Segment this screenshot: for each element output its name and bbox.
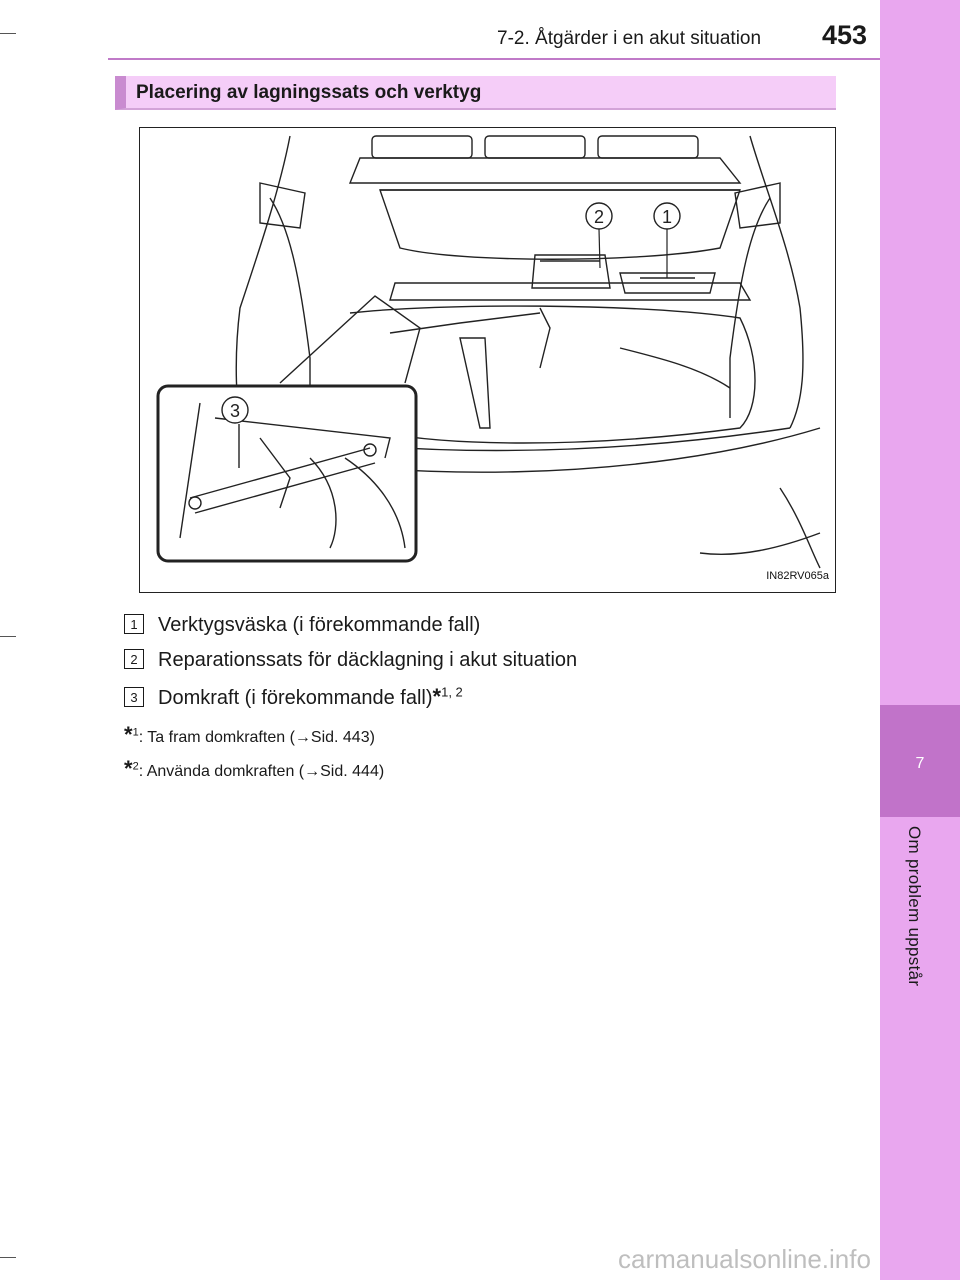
page-reference: Sid. 443) xyxy=(310,729,375,746)
footnote-text: : Använda domkraften ( xyxy=(138,763,305,780)
side-tab-label: Om problem uppstår xyxy=(905,826,924,987)
watermark: carmanualsonline.info xyxy=(618,1244,871,1274)
chapter-title: 7-2. Åtgärder i en akut situation xyxy=(497,28,762,49)
side-tab-number: 7 xyxy=(915,755,925,772)
item-text: Verktygsväska (i förekommande fall) xyxy=(158,614,481,636)
trunk-drawing xyxy=(140,128,837,594)
footnote-number: 2 xyxy=(132,760,139,773)
footnote-text: : Ta fram domkraften ( xyxy=(138,729,295,746)
footnote-star: * xyxy=(124,722,133,747)
crop-mark xyxy=(0,636,16,637)
figure-code: IN82RV065a xyxy=(766,570,829,582)
crop-mark xyxy=(0,1257,16,1258)
callout-1-label: 1 xyxy=(661,207,673,227)
footnote-refs: 1, 2 xyxy=(441,684,463,700)
item-text: Domkraft (i förekommande fall) xyxy=(158,687,433,709)
item-number: 3 xyxy=(124,687,144,707)
item-number: 2 xyxy=(124,649,144,669)
header-rule xyxy=(108,58,880,60)
side-tab xyxy=(880,0,960,1280)
footnote-star: * xyxy=(432,684,442,709)
list-item xyxy=(124,614,480,637)
page-number: 453 xyxy=(822,20,868,50)
callout-2-label: 2 xyxy=(593,207,605,227)
section-title: Placering av lagningssats och verktyg xyxy=(136,82,482,103)
footnote xyxy=(124,722,375,748)
arrow-icon: → xyxy=(294,729,311,746)
crop-mark xyxy=(0,33,16,34)
arrow-icon: → xyxy=(304,763,321,780)
page-reference: Sid. 444) xyxy=(320,763,385,780)
footnote-number: 1 xyxy=(132,726,139,739)
list-item xyxy=(124,649,577,672)
callout-3-label: 3 xyxy=(229,401,241,421)
trunk-illustration xyxy=(139,127,836,593)
footnote-star: * xyxy=(124,756,133,781)
list-item xyxy=(124,684,463,710)
section-heading xyxy=(115,76,836,110)
item-number: 1 xyxy=(124,614,144,634)
item-text: Reparationssats för däcklagning i akut situation xyxy=(158,649,578,671)
footnote xyxy=(124,756,384,782)
